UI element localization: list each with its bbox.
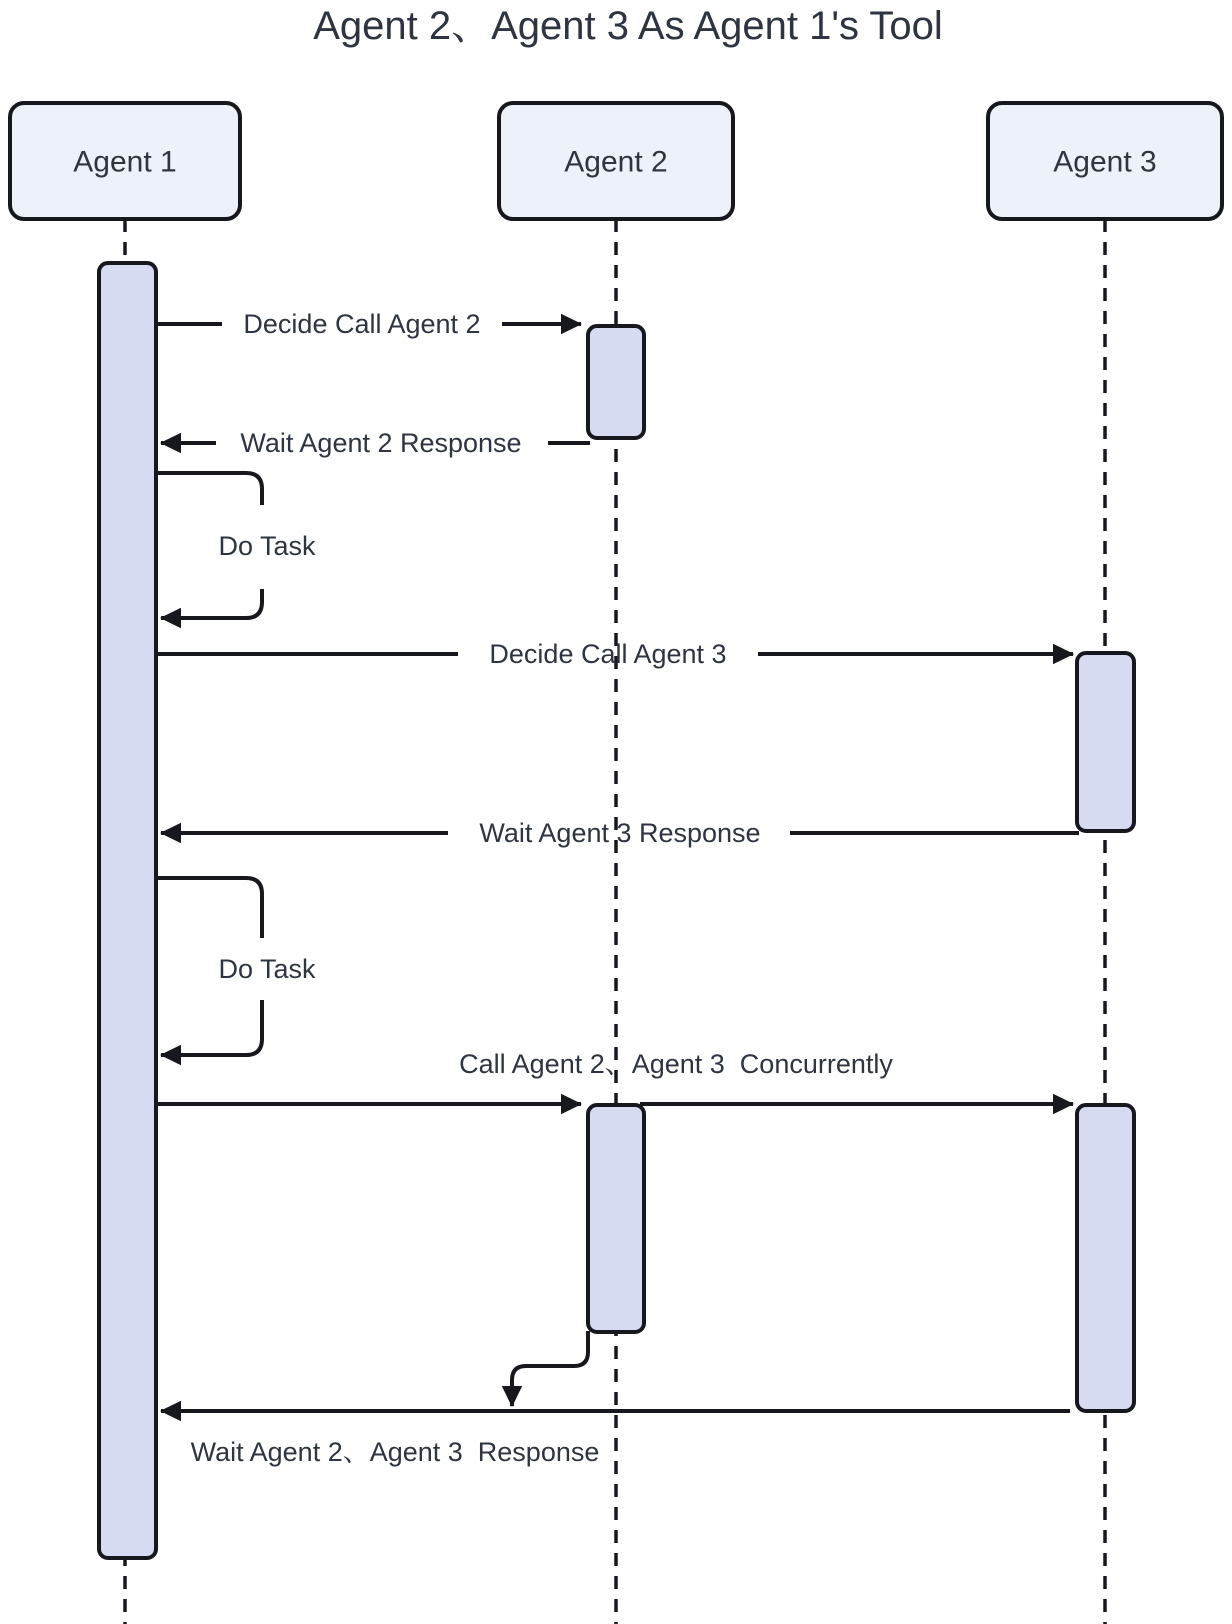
actor-label-agent-1: Agent 1 — [73, 145, 177, 179]
self-loop-1-label: Do Task — [218, 531, 316, 561]
self-loop-2-bottom — [161, 1000, 262, 1055]
actor-label-agent-2: Agent 2 — [564, 145, 668, 179]
activation-agent-2-first — [588, 326, 644, 438]
self-loop-1-top — [156, 473, 262, 505]
diagram-title: Agent 2、Agent 3 As Agent 1's Tool — [313, 4, 943, 48]
message-1-label: Decide Call Agent 2 — [243, 309, 481, 339]
message-8-label: Wait Agent 2、Agent 3 Response — [190, 1437, 600, 1467]
activation-agent-3-second — [1077, 1105, 1134, 1411]
message-7-label: Call Agent 2、Agent 3 Concurrently — [459, 1049, 893, 1079]
agent-2-return-connector — [512, 1331, 588, 1406]
activation-agent-3-first — [1077, 653, 1134, 831]
message-2-label: Wait Agent 2 Response — [240, 428, 522, 458]
self-loop-2-top — [156, 878, 262, 938]
actor-label-agent-3: Agent 3 — [1053, 145, 1157, 179]
activation-agent-2-second — [588, 1105, 644, 1332]
self-loop-1-bottom — [161, 589, 262, 618]
activation-agent-1 — [99, 263, 156, 1558]
message-5-label: Wait Agent 3 Response — [479, 818, 761, 848]
message-4-label: Decide Call Agent 3 — [489, 639, 727, 669]
self-loop-2-label: Do Task — [218, 954, 316, 984]
